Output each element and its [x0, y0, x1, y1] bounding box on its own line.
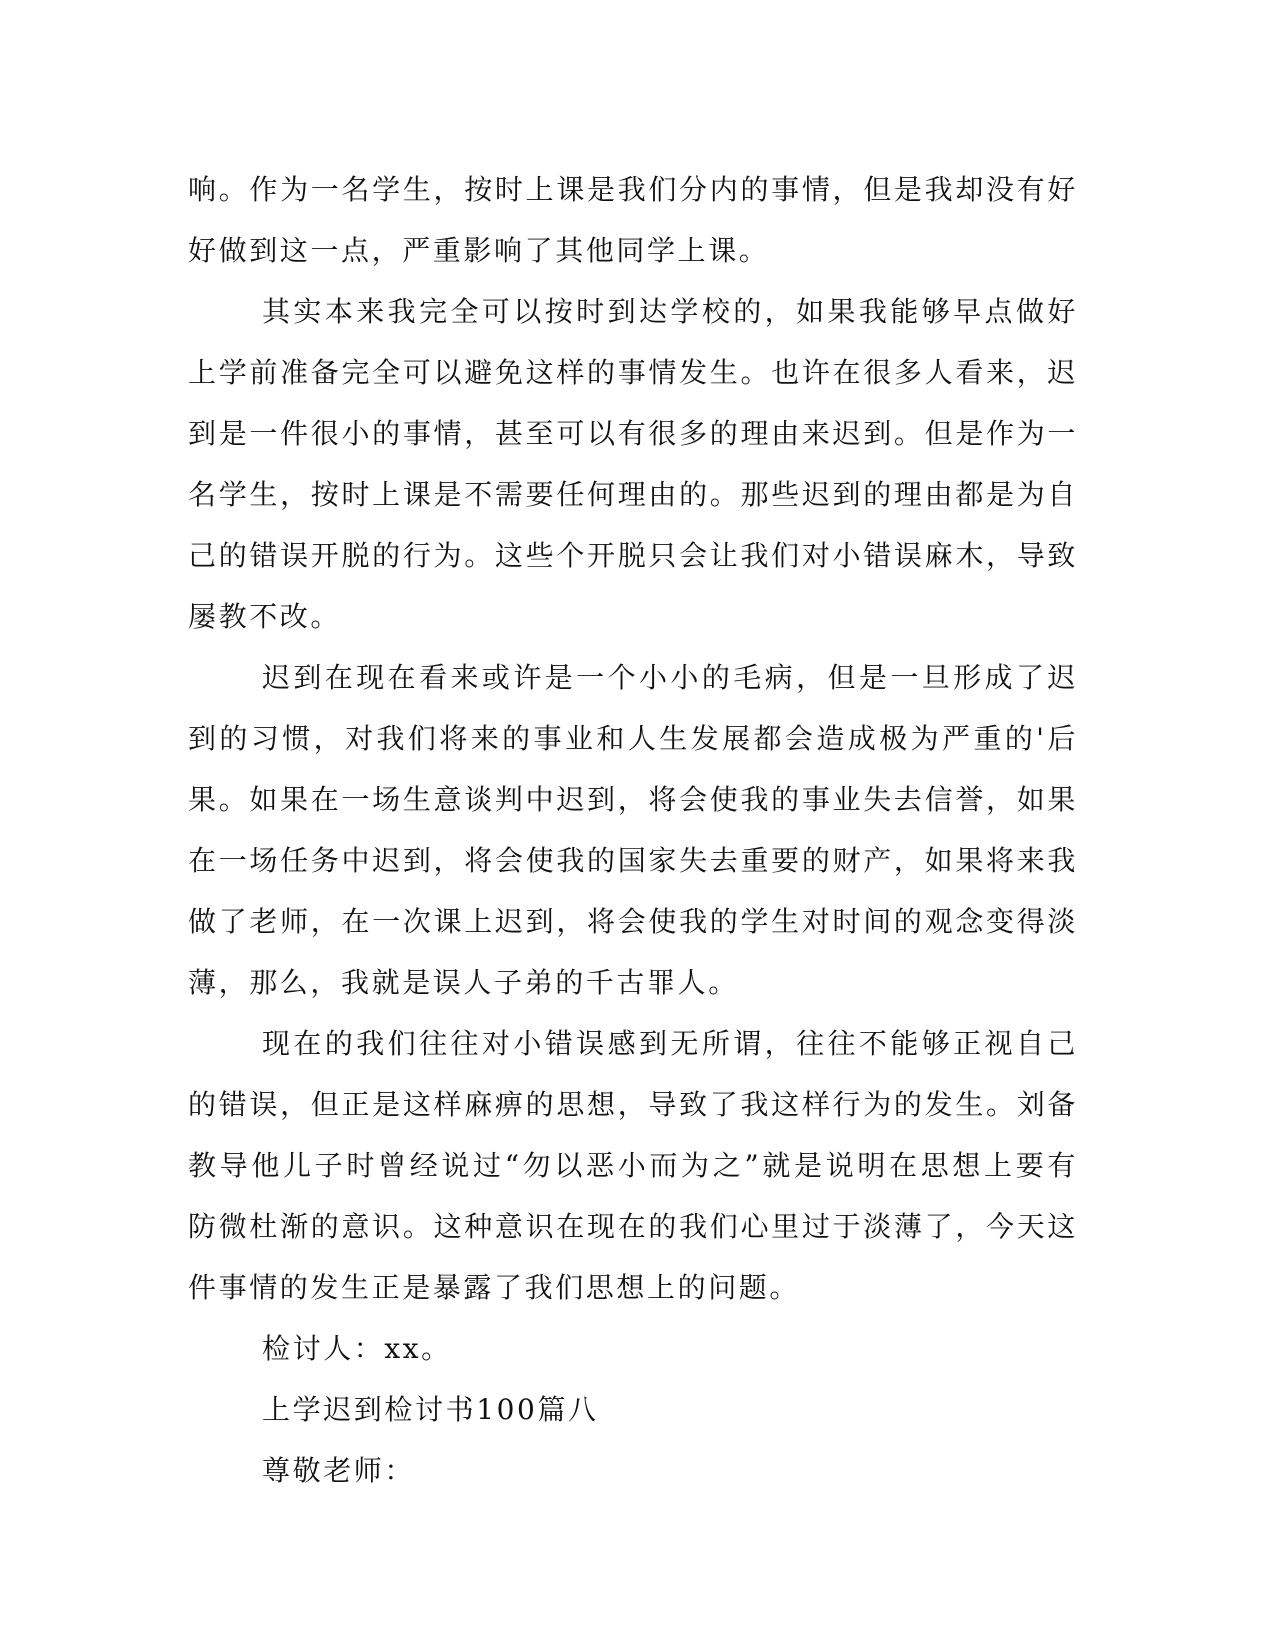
paragraph-2: 其实本来我完全可以按时到达学校的，如果我能够早点做好上学前准备完全可以避免这样的事情发生。也许在很多人看来，迟到是一件很小的事情，甚至可以有很多的理由来迟到。但是作为一名学生，按时上课是不需要任何理由的。那些迟到的理由都是为自己的错误开脱的行为。这些个开脱只会让我们对小错误麻木，导致屡教不改。	[188, 295, 1078, 633]
paragraph-3: 迟到在现在看来或许是一个小小的毛病，但是一旦形成了迟到的习惯，对我们将来的事业和人生发展都会造成极为严重的'后果。如果在一场生意谈判中迟到，将会使我的事业失去信誉，如果在一场任务中迟到，将会使我的国家失去重要的财产，如果将来我做了老师，在一次课上迟到，将会使我的学生对时间的观念变得淡薄，那么，我就是误人子弟的千古罪人。	[188, 661, 1078, 999]
document-body	[188, 159, 1078, 1501]
paragraph-continuation: 响。作为一名学生，按时上课是我们分内的事情，但是我却没有好好做到这一点，严重影响了其他同学上课。	[188, 173, 1078, 267]
section-title: 上学迟到检讨书100篇八	[262, 1393, 599, 1426]
paragraph-4: 现在的我们往往对小错误感到无所谓，往往不能够正视自己的错误，但正是这样麻痹的思想，导致了我这样行为的发生。刘备教导他儿子时曾经说过“勿以恶小而为之”就是说明在思想上要有防微杜渐的意识。这种意识在现在的我们心里过于淡薄了，今天这件事情的发生正是暴露了我们思想上的问题。	[188, 1027, 1078, 1304]
signature-line: 检讨人：xx。	[262, 1332, 452, 1365]
salutation: 尊敬老师：	[262, 1454, 416, 1487]
